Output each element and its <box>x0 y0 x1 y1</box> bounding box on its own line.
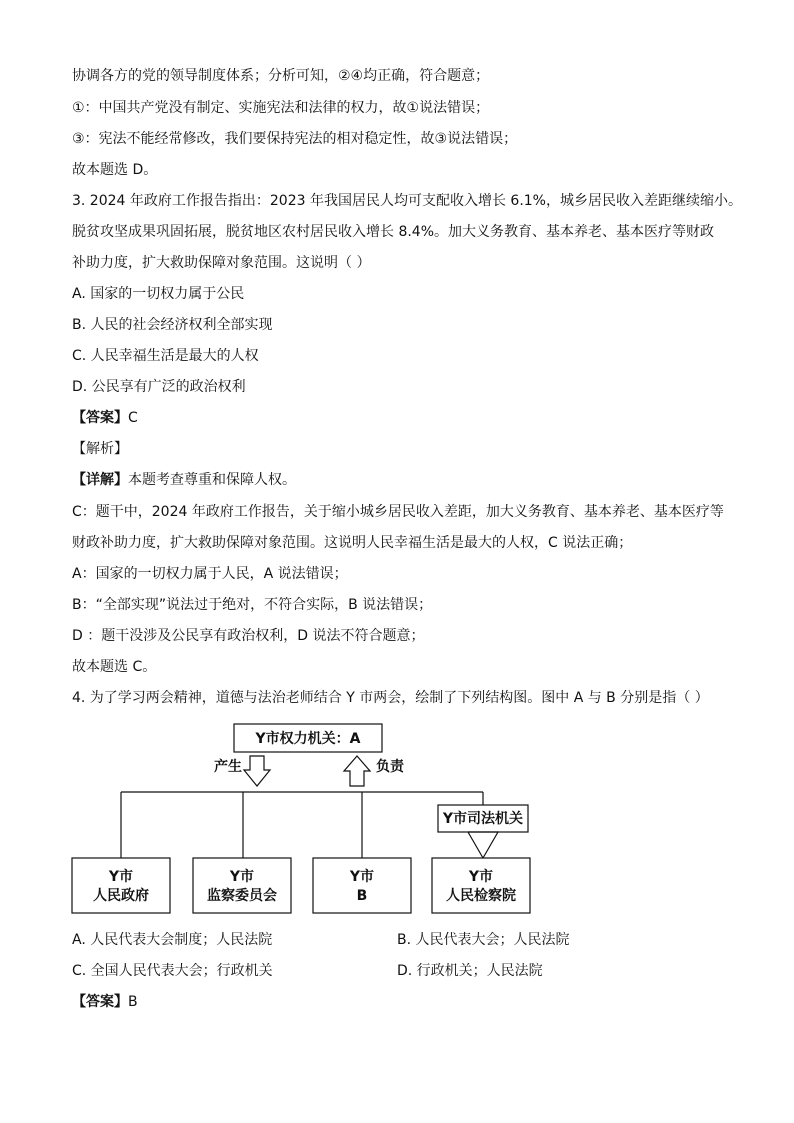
top-box-label: Y市权力机关：A <box>255 731 361 747</box>
detail-text: 本题考查尊重和保障人权。 <box>128 472 296 488</box>
q2-tail-line: ①：中国共产党没有制定、实施宪法和法律的权力，故①说法错误； <box>72 100 490 116</box>
box-label: 人民检察院 <box>446 888 516 904</box>
answer-value: C <box>128 410 138 426</box>
produce-label: 产生 <box>214 759 242 775</box>
q2-tail-line: ③：宪法不能经常修改，我们要保持宪法的相对稳定性，故③说法错误； <box>72 131 518 147</box>
q2-tail-line: 协调各方的党的领导制度体系；分析可知，②④均正确，符合题意； <box>72 68 490 84</box>
q3-explanation: D ：题干没涉及公民享有政治权利，D 说法不符合题意； <box>72 628 425 644</box>
q3-stem: 3. 2024 年政府工作报告指出：2023 年我国居民人均可支配收入增长 6.1%，城乡居民收入差距继续缩小。 <box>72 193 742 209</box>
box-label: 人民政府 <box>93 888 149 904</box>
q4-option-c: C. 全国人民代表大会；行政机关 <box>72 963 273 979</box>
q3-option-b: B. 人民的社会经济权利全部实现 <box>72 317 273 333</box>
q3-explanation: C：题干中，2024 年政府工作报告，关于缩小城乡居民收入差距，加大义务教育、基本养老、基本医疗等 <box>72 504 724 520</box>
org-box-procuratorate <box>432 858 530 913</box>
box-label: Y市 <box>108 869 134 885</box>
box-label: Y市 <box>349 869 375 885</box>
q4-answer <box>72 992 138 1012</box>
answer-tag: 【答案】 <box>72 410 128 426</box>
q2-conclusion: 故本题选 D。 <box>72 162 158 178</box>
q3-option-c: C. 人民幸福生活是最大的人权 <box>72 348 259 364</box>
box-label: Y市 <box>229 869 255 885</box>
q3-stem: 补助力度，扩大救助保障对象范围。这说明（ ） <box>72 255 371 271</box>
q3-option-d: D. 公民享有广泛的政治权利 <box>72 379 246 395</box>
box-label: 监察委员会 <box>207 888 277 904</box>
q4-option-b: B. 人民代表大会；人民法院 <box>397 932 570 948</box>
org-box-b <box>313 858 411 913</box>
q3-explanation: B：“全部实现”说法过于绝对，不符合实际，B 说法错误； <box>72 597 433 613</box>
box-label: B <box>356 888 368 904</box>
q3-explanation: 财政补助力度，扩大救助保障对象范围。这说明人民幸福生活是最大的人权，C 说法正确； <box>72 535 633 551</box>
answer-value: B <box>128 994 138 1010</box>
q3-explanation: A：国家的一切权力属于人民，A 说法错误； <box>72 566 348 582</box>
q3-stem: 脱贫攻坚成果巩固拓展，脱贫地区农村居民收入增长 8.4%。加大义务教育、基本养老、基本医疗等财政 <box>72 224 715 240</box>
detail-tag: 【详解】 <box>72 472 128 488</box>
box-label: Y市 <box>468 869 494 885</box>
org-box-government <box>72 858 170 913</box>
q4-stem: 4. 为了学习两会精神，道德与法治老师结合 Y 市两会，绘制了下列结构图。图中 A 与 B 分别是指（ ） <box>72 690 709 706</box>
responsible-label: 负责 <box>376 759 404 775</box>
q3-analysis-tag: 【解析】 <box>72 441 128 457</box>
arrow-up-icon <box>344 756 370 786</box>
q3-option-a: A. 国家的一切权力属于公民 <box>72 286 245 302</box>
org-box-supervision <box>193 858 291 913</box>
judicial-label: Y市司法机关 <box>442 811 524 827</box>
q4-option-d: D. 行政机关；人民法院 <box>397 963 543 979</box>
q4-option-a: A. 人民代表大会制度；人民法院 <box>72 932 273 948</box>
q3-conclusion: 故本题选 C。 <box>72 659 157 675</box>
arrow-down-icon <box>244 756 270 786</box>
answer-tag: 【答案】 <box>72 994 128 1010</box>
